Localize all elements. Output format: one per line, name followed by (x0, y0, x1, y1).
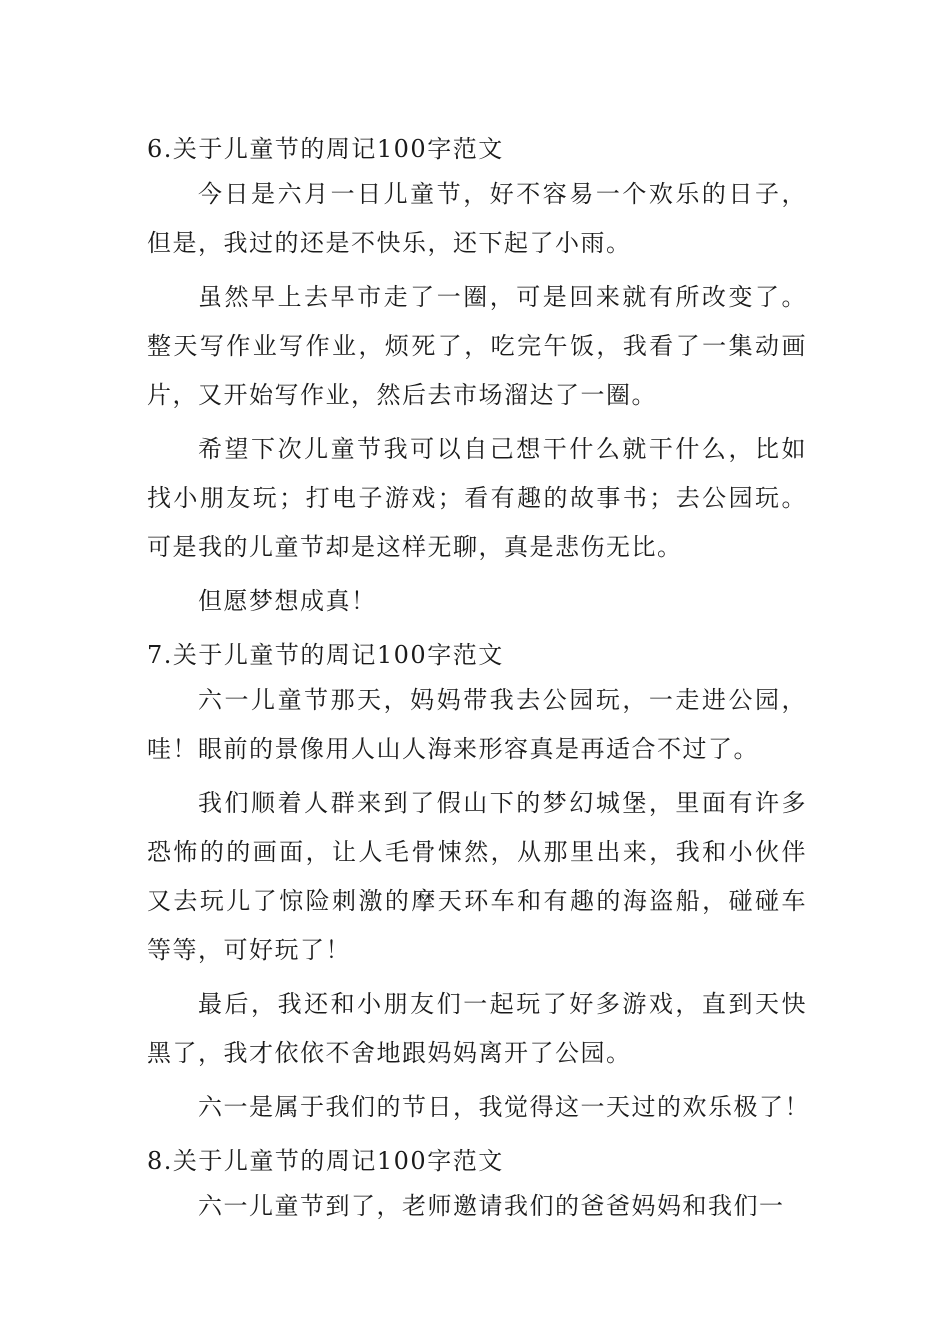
paragraph: 六一儿童节那天，妈妈带我去公园玩，一走进公园，哇！眼前的景像用人山人海来形容真是再适合不过了。 (147, 686, 807, 763)
paragraph: 虽然早上去早市走了一圈，可是回来就有所改变了。整天写作业写作业，烦死了，吃完午饭，我看了一集动画片，又开始写作业，然后去市场溜达了一圈。 (147, 283, 807, 409)
paragraph: 我们顺着人群来到了假山下的梦幻城堡，里面有许多恐怖的的画面，让人毛骨悚然，从那里出来，我和小伙伴又去玩儿了惊险刺激的摩天环车和有趣的海盗船，碰碰车等等，可好玩了！ (147, 789, 807, 964)
section-heading: 6.关于儿童节的周记100字范文 (147, 135, 504, 163)
paragraph: 六一是属于我们的节日，我觉得这一天过的欢乐极了！ (198, 1093, 810, 1121)
section-7 (147, 634, 810, 1132)
section-6 (147, 128, 807, 626)
paragraph: 今日是六月一日儿童节，好不容易一个欢乐的日子，但是，我过的还是不快乐，还下起了小雨。 (147, 180, 807, 257)
paragraph: 六一儿童节到了，老师邀请我们的爸爸妈妈和我们一 (198, 1192, 785, 1220)
section-heading: 8.关于儿童节的周记100字范文 (147, 1147, 504, 1175)
paragraph: 最后，我还和小朋友们一起玩了好多游戏，直到天快黑了，我才依依不舍地跟妈妈离开了公园。 (147, 990, 807, 1067)
paragraph: 希望下次儿童节我可以自己想干什么就干什么，比如找小朋友玩；打电子游戏；看有趣的故事书；去公园玩。可是我的儿童节却是这样无聊，真是悲伤无比。 (147, 435, 807, 561)
section-heading: 7.关于儿童节的周记100字范文 (147, 641, 504, 669)
paragraph: 但愿梦想成真！ (198, 587, 377, 615)
section-8 (147, 1140, 807, 1231)
document-body (147, 128, 810, 1236)
